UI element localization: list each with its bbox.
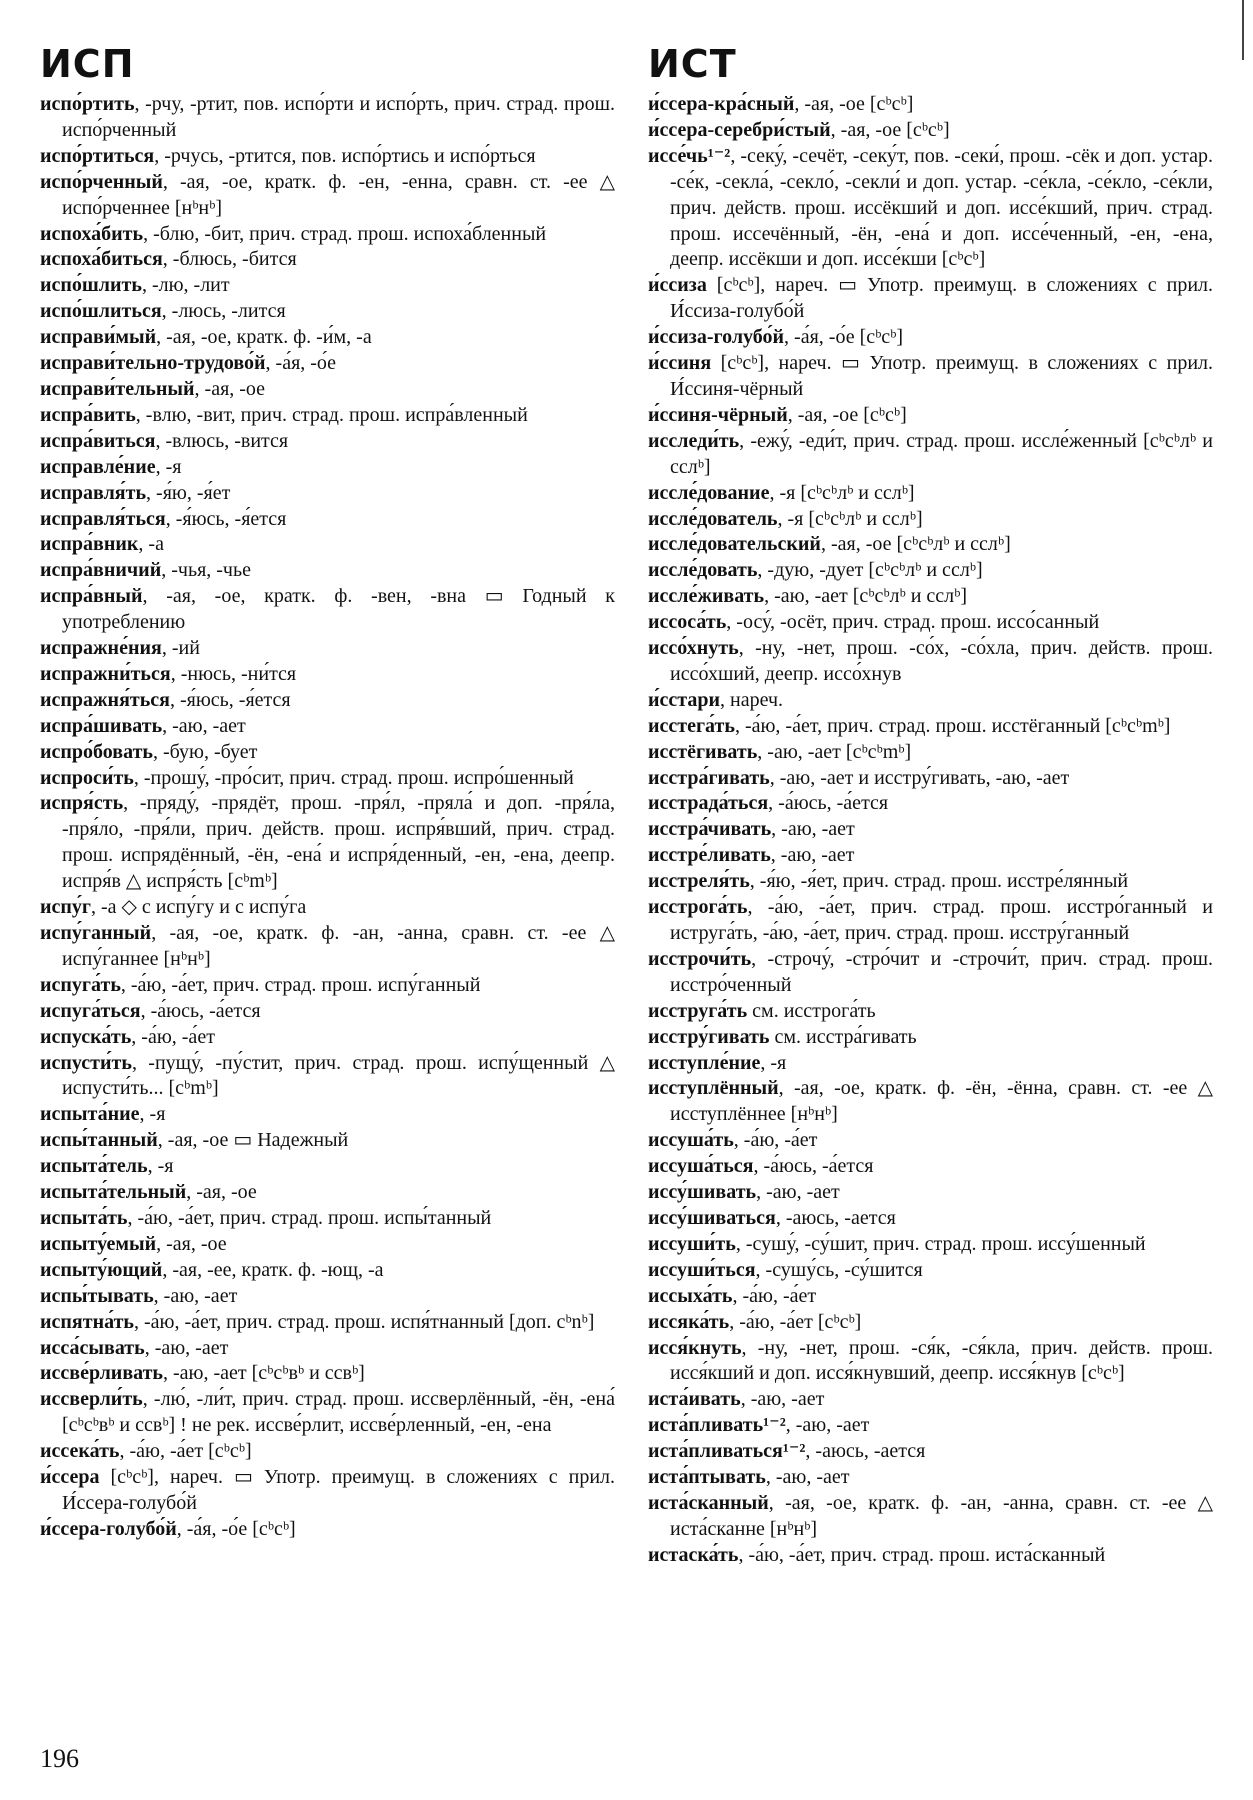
entry-headword: исстёгивать xyxy=(648,740,758,763)
entry-definition: , -влю, -вит, прич. страд. прош. испра́вленный xyxy=(135,403,528,426)
margin-mark xyxy=(1242,0,1244,60)
entry-definition: , -ая, -ое [cᵇcᵇ] xyxy=(830,118,950,141)
entry-headword: исстрочи́ть xyxy=(648,947,752,970)
entry-definition: , -а́ю, -а́ет, прич. страд. прош. испу́ганный xyxy=(120,973,481,996)
dictionary-entry xyxy=(648,558,1213,584)
entry-definition: , -я xyxy=(139,1103,166,1126)
dictionary-entry xyxy=(648,144,1213,274)
entry-definition: , -ежу́, -еди́т, прич. страд. прош. иссле́женный [cᵇcᵇлᵇ и cслᵇ] xyxy=(670,429,1213,478)
entry-headword: испуска́ть xyxy=(40,1025,132,1048)
entry-definition: , -а́я, -о́е xyxy=(265,352,337,375)
entry-headword: и́ссера-серебри́стый xyxy=(648,118,831,141)
entry-definition: , -а́ю, -а́ет xyxy=(131,1025,215,1048)
entry-headword: исструга́ть xyxy=(648,999,748,1022)
dictionary-entry xyxy=(648,610,1213,636)
entry-headword: иссыха́ть xyxy=(648,1284,733,1307)
dictionary-entry xyxy=(648,1154,1213,1180)
entry-headword: испу́г xyxy=(40,896,92,919)
dictionary-entry xyxy=(648,999,1213,1025)
entry-headword: и́ссера-голубо́й xyxy=(40,1517,177,1540)
dictionary-entry xyxy=(648,817,1213,843)
entry-definition: см. исстрога́ть xyxy=(747,999,876,1022)
dictionary-entry xyxy=(648,351,1213,403)
right-running-header: ИСТ xyxy=(648,42,737,86)
entry-headword: иссуша́ться xyxy=(648,1155,754,1178)
entry-headword: испятна́ть xyxy=(40,1310,134,1333)
entry-headword: и́ссиня-чёрный xyxy=(648,403,788,426)
dictionary-entry xyxy=(40,507,615,533)
entry-headword: исправле́ние xyxy=(40,455,156,478)
dictionary-entry xyxy=(40,1465,615,1517)
dictionary-entry xyxy=(40,999,615,1025)
entry-headword: испроси́ть xyxy=(40,766,134,789)
dictionary-entry xyxy=(40,351,615,377)
entry-headword: и́ссиза-голубо́й xyxy=(648,326,785,349)
entry-headword: иссо́хнуть xyxy=(648,637,739,660)
entry-headword: исправи́мый xyxy=(40,326,157,349)
entry-definition: , -строчу́, -стро́чит и -строчи́т, прич. страд. прош. исстро́ченный xyxy=(670,947,1213,996)
entry-definition: , -ая, -ое ▭ Надежный xyxy=(157,1129,349,1152)
entry-headword: и́сстари xyxy=(648,688,720,711)
entry-definition: , -я́ю, -я́ет xyxy=(146,481,231,504)
entry-definition: [cᵇcᵇ], нареч. ▭ Употр. преимущ. в сложениях с прил. И́ссера-голубо́й xyxy=(62,1466,615,1514)
entry-headword: испыту́ющий xyxy=(40,1258,163,1281)
dictionary-entry xyxy=(40,273,615,299)
dictionary-entry xyxy=(648,532,1213,558)
dictionary-entry xyxy=(648,429,1213,481)
entry-headword: испражне́ния xyxy=(40,637,162,660)
dictionary-entry xyxy=(648,895,1213,947)
entry-definition: , -ая, -ое, кратк. ф. -вен, -вна ▭ Годный к употреблению xyxy=(62,585,615,634)
entry-headword: иста́птывать xyxy=(648,1466,766,1489)
left-running-header: ИСП xyxy=(40,42,135,86)
entry-definition: , -аю, -ает xyxy=(785,1414,870,1437)
dictionary-entry xyxy=(40,170,615,222)
entry-headword: испро́бовать xyxy=(40,740,153,763)
entry-headword: иссле́живать xyxy=(648,585,765,608)
dictionary-entry xyxy=(40,636,615,662)
entry-headword: иссуша́ть xyxy=(648,1129,734,1152)
dictionary-entry xyxy=(648,1076,1213,1128)
entry-headword: иста́пливаться¹⁻² xyxy=(648,1440,806,1463)
dictionary-entry xyxy=(648,1439,1213,1465)
dictionary-entry xyxy=(40,584,615,636)
dictionary-entry xyxy=(648,118,1213,144)
entry-definition: , -аюсь, -ается xyxy=(775,1206,896,1229)
dictionary-entry xyxy=(648,1128,1213,1154)
entry-definition: , -я [cᵇcᵇлᵇ и cслᵇ] xyxy=(769,481,915,504)
entry-definition: , -я xyxy=(155,455,182,478)
dictionary-entry xyxy=(40,1310,615,1336)
left-column xyxy=(40,36,615,1543)
dictionary-entry xyxy=(648,92,1213,118)
entry-definition: , -пущу́, -пу́стит, прич. страд. прош. испу́щенный △ испусти́ть... [cᵇmᵇ] xyxy=(62,1051,615,1100)
entry-definition: , -ий xyxy=(161,637,200,660)
entry-definition: , -люсь, -лится xyxy=(161,300,286,323)
entry-definition: , -аю, -ает xyxy=(162,714,246,737)
dictionary-entry xyxy=(648,714,1213,740)
entry-headword: испра́виться xyxy=(40,429,156,452)
entry-definition: , -а xyxy=(138,533,164,556)
entry-headword: иссяка́ть xyxy=(648,1310,730,1333)
entry-headword: испы́танный xyxy=(40,1129,158,1152)
right-entry-list xyxy=(648,92,1213,1569)
entry-headword: и́ссиня xyxy=(648,352,712,375)
dictionary-entry xyxy=(40,377,615,403)
entry-definition: , -аю, -ает xyxy=(771,818,855,841)
dictionary-entry xyxy=(648,1387,1213,1413)
entry-definition: , -аю, -ает и исстру́гивать, -аю, -ает xyxy=(769,766,1070,789)
entry-headword: иссверли́ть xyxy=(40,1388,143,1411)
entry-definition: , -а́ю, -а́ет [cᵇcᵇ] xyxy=(729,1310,862,1333)
dictionary-entry xyxy=(648,1051,1213,1077)
entry-headword: исстрога́ть xyxy=(648,896,748,919)
dictionary-entry xyxy=(40,144,615,170)
entry-definition: , -рчу, -ртит, пов. испо́рти и испо́рть, прич. страд. прош. испо́рченный xyxy=(62,93,615,141)
entry-headword: исправля́ть xyxy=(40,481,147,504)
entry-definition: , -нюсь, -ни́тся xyxy=(170,662,297,685)
entry-definition: , -аю, -ает [cᵇcᵇлᵇ и cслᵇ] xyxy=(764,585,967,608)
entry-headword: испоха́бить xyxy=(40,222,144,245)
dictionary-entry xyxy=(40,1206,615,1232)
entry-definition: , -прошу́, -про́сит, прич. страд. прош. испро́шенный xyxy=(133,766,574,789)
dictionary-entry xyxy=(40,688,615,714)
dictionary-entry xyxy=(40,403,615,429)
dictionary-entry xyxy=(40,1025,615,1051)
dictionary-entry xyxy=(648,636,1213,688)
entry-definition: , -ая, -ое xyxy=(194,377,266,400)
dictionary-entry xyxy=(40,1154,615,1180)
entry-headword: испря́сть xyxy=(40,792,124,815)
entry-definition: , -ая, -ое [cᵇcᵇ] xyxy=(794,93,914,115)
dictionary-entry xyxy=(40,1258,615,1284)
entry-definition: [cᵇcᵇ], нареч. ▭ Употр. преимущ. в сложениях с прил. И́ссиня-чёрный xyxy=(670,352,1213,400)
dictionary-entry xyxy=(648,947,1213,999)
entry-definition: , -а́я, -о́е [cᵇcᵇ] xyxy=(784,326,904,349)
entry-headword: исстру́гивать xyxy=(648,1025,770,1048)
entry-headword: исстра́чивать xyxy=(648,818,772,841)
dictionary-entry xyxy=(648,1206,1213,1232)
entry-definition: , -а́ю, -а́ет, прич. страд. прош. исстро́ганный и иструга́ть, -а́ю, -а́ет, прич. страд. прош. исстру́ганный xyxy=(670,896,1213,944)
entry-headword: иссека́ть xyxy=(40,1440,120,1463)
entry-headword: иссле́дователь xyxy=(648,507,778,530)
entry-headword: испра́вный xyxy=(40,585,143,608)
entry-definition: , -я xyxy=(760,1051,787,1074)
entry-headword: испыта́ть xyxy=(40,1206,128,1229)
entry-headword: исправи́тельно-трудово́й xyxy=(40,352,266,375)
entry-definition: , -влюсь, -вится xyxy=(155,429,289,452)
dictionary-entry xyxy=(648,843,1213,869)
entry-definition: , -блю, -бит, прич. страд. прош. испоха́бленный xyxy=(143,222,547,245)
dictionary-entry xyxy=(648,1284,1213,1310)
dictionary-entry xyxy=(40,1180,615,1206)
entry-definition: , -пряду́, -прядёт, прош. -пря́л, -пряла́ и доп. -пря́ла, -пря́ло, -пря́ли, прич. действ. прош. испря́вший, прич. страд. прош. испрядённый, -ён, -ена́ и испря́денный, -ен, -ена, деепр. испря́в △ испря́сть [cᵇmᵇ] xyxy=(62,792,615,893)
entry-definition: , -дую, -дует [cᵇcᵇлᵇ и cслᵇ] xyxy=(757,559,983,582)
dictionary-entry xyxy=(648,273,1213,325)
entry-headword: испу́ганный xyxy=(40,922,152,944)
dictionary-entry xyxy=(40,481,615,507)
dictionary-entry xyxy=(40,1336,615,1362)
entry-definition: , -лю, -лит xyxy=(141,274,230,297)
entry-definition: , -ну, -нет, прош. -со́х, -со́хла, прич. действ. прош. иссо́хший, деепр. иссо́хнув xyxy=(670,637,1213,685)
entry-headword: исступле́ние xyxy=(648,1051,761,1074)
dictionary-entry xyxy=(648,1310,1213,1336)
dictionary-entry xyxy=(648,688,1213,714)
entry-headword: испо́ртиться xyxy=(40,144,155,167)
entry-headword: иссоса́ть xyxy=(648,611,727,634)
entry-definition: , -ая, -ое [cᵇcᵇ] xyxy=(787,403,907,426)
entry-definition: , -а́ю, -а́ет, прич. страд. прош. иста́сканный xyxy=(738,1543,1106,1566)
entry-headword: исступлённый xyxy=(648,1077,779,1100)
dictionary-entry xyxy=(40,1051,615,1103)
entry-headword: и́ссиза xyxy=(648,274,707,297)
entry-headword: иссве́рливать xyxy=(40,1362,164,1385)
entry-headword: испра́вить xyxy=(40,403,136,426)
dictionary-entry xyxy=(40,895,615,921)
entry-definition: , -сушу́, -су́шит, прич. страд. прош. иссу́шенный xyxy=(735,1232,1146,1255)
entry-definition: , -секу́, -сечёт, -секу́т, пов. -секи́, прош. -сёк и доп. устар. -се́к, -секла́, -секло́, -секли́ и доп. устар. -се́кла, -се́кло, -се́кли, прич. действ. прош. иссёкший и доп. иссе́кший, прич. страд. прош. иссечённый, -ён, -ена́ и доп. иссе́ченный, -ен, -ена, деепр. иссёкши и доп. иссе́кши [cᵇcᵇ] xyxy=(670,144,1213,271)
entry-headword: испы́тывать xyxy=(40,1284,154,1307)
dictionary-entry xyxy=(648,481,1213,507)
dictionary-entry xyxy=(648,740,1213,766)
entry-definition: , -сушу́сь, -су́шится xyxy=(755,1258,923,1281)
entry-definition: , -лю́, -ли́т, прич. страд. прош. иссверлённый, -ён, -ена́ [cᵇcᵇвᵇ и ссвᵇ] ! не рек. иссве́рлит, иссве́рленный, -ен, -ена xyxy=(62,1388,615,1437)
entry-definition: , -а ◇ с испу́гу и с испу́га xyxy=(91,896,307,919)
dictionary-entry xyxy=(648,1180,1213,1206)
dictionary-entry xyxy=(40,532,615,558)
entry-headword: иссуши́ться xyxy=(648,1258,756,1281)
entry-headword: иста́пливать¹⁻² xyxy=(648,1414,786,1437)
entry-headword: иссле́дование xyxy=(648,481,770,504)
dictionary-entry xyxy=(40,1102,615,1128)
entry-definition: , -аю, -ает [cᵇcᵇвᵇ и ссвᵇ] xyxy=(163,1362,365,1385)
entry-headword: испо́рченный xyxy=(40,170,163,193)
dictionary-entry xyxy=(40,92,615,144)
dictionary-entry xyxy=(40,1128,615,1154)
entry-headword: исстреля́ть xyxy=(648,870,750,893)
entry-headword: испоха́биться xyxy=(40,248,163,271)
entry-definition: , -аю, -ает xyxy=(153,1284,238,1307)
dictionary-entry xyxy=(40,325,615,351)
dictionary-entry xyxy=(40,766,615,792)
entry-headword: испо́ртить xyxy=(40,93,135,115)
entry-definition: , -ну, -нет, прош. -ся́к, -ся́кла, прич. действ. прош. исся́кший и доп. исся́кнувший, деепр. исся́кнув [cᵇcᵇ] xyxy=(670,1336,1213,1385)
entry-headword: испо́шлить xyxy=(40,274,142,297)
entry-definition: см. исстра́гивать xyxy=(769,1025,917,1048)
entry-definition: , -ая, -ое [cᵇcᵇлᵇ и cслᵇ] xyxy=(820,533,1011,556)
dictionary-entry xyxy=(648,791,1213,817)
entry-definition: , -а́ю, -а́ет [cᵇcᵇ] xyxy=(119,1440,252,1463)
entry-headword: иста́ивать xyxy=(648,1388,741,1411)
entry-definition: , -ая, -ое, кратк. ф. -ен, -енна, сравн. ст. -ее △ испо́рченнее [нᵇнᵇ] xyxy=(62,170,615,219)
entry-definition: , -а́ю, -а́ет, прич. страд. прош. испя́тнанный [доп. cᵇnᵇ] xyxy=(133,1310,595,1333)
dictionary-entry xyxy=(40,973,615,999)
entry-headword: испыта́ние xyxy=(40,1103,140,1126)
entry-definition: , -ая, -ое, кратк. ф. -ён, -ённа, сравн. ст. -ее △ исступлённее [нᵇнᵇ] xyxy=(670,1077,1213,1126)
entry-headword: исследи́ть xyxy=(648,429,740,452)
entry-headword: иссе́чь¹⁻² xyxy=(648,144,731,167)
entry-definition: [cᵇcᵇ], нареч. ▭ Употр. преимущ. в сложениях с прил. И́ссиза-голубо́й xyxy=(670,274,1213,323)
entry-definition: , -аю, -ает xyxy=(740,1388,825,1411)
entry-definition: , -ая, -ое xyxy=(156,1232,227,1255)
entry-headword: и́ссера-кра́сный xyxy=(648,93,795,115)
entry-headword: исправля́ться xyxy=(40,507,166,530)
entry-headword: испражня́ться xyxy=(40,688,170,711)
entry-headword: иссу́шивать xyxy=(648,1181,757,1204)
entry-definition: , -я́ю, -я́ет, прич. страд. прош. исстре́лянный xyxy=(749,870,1129,893)
entry-definition: , -аюсь, -ается xyxy=(805,1440,926,1463)
entry-definition: , -я xyxy=(147,1155,174,1178)
entry-definition: , -я́юсь, -я́ется xyxy=(170,688,291,711)
entry-definition: , -а́ю, -а́ет xyxy=(733,1129,818,1152)
entry-headword: испыту́емый xyxy=(40,1232,157,1255)
dictionary-entry xyxy=(648,507,1213,533)
entry-headword: испуга́ться xyxy=(40,999,141,1022)
page-number: 196 xyxy=(40,1744,79,1773)
entry-headword: иссле́довательский xyxy=(648,533,821,556)
dictionary-entry xyxy=(40,558,615,584)
entry-headword: исся́кнуть xyxy=(648,1336,742,1359)
entry-definition: , -осу́, -осёт, прич. страд. прош. иссо́санный xyxy=(726,611,1100,634)
entry-headword: испыта́тельный xyxy=(40,1181,187,1204)
dictionary-entry xyxy=(40,247,615,273)
entry-definition: , -аю, -ает xyxy=(770,844,855,867)
entry-definition: , нареч. xyxy=(720,688,784,711)
entry-definition: , -ая, -ее, кратк. ф. -ющ, -а xyxy=(162,1258,384,1281)
entry-headword: исправи́тельный xyxy=(40,377,195,400)
entry-headword: испыта́тель xyxy=(40,1155,148,1178)
dictionary-entry xyxy=(648,1232,1213,1258)
entry-headword: исстега́ть xyxy=(648,714,735,737)
dictionary-entry xyxy=(40,1517,615,1543)
entry-definition: , -я [cᵇcᵇлᵇ и cслᵇ] xyxy=(777,507,923,530)
entry-headword: и́ссера xyxy=(40,1466,100,1489)
entry-headword: исстре́ливать xyxy=(648,844,771,867)
dictionary-entry xyxy=(40,455,615,481)
entry-headword: исса́сывать xyxy=(40,1336,145,1359)
entry-headword: иссу́шиваться xyxy=(648,1206,776,1229)
dictionary-entry xyxy=(40,299,615,325)
entry-headword: иссуши́ть xyxy=(648,1232,736,1255)
entry-definition: , -а́юсь, -а́ется xyxy=(768,792,889,815)
entry-headword: истаска́ть xyxy=(648,1543,739,1566)
entry-definition: , -ая, -ое, кратк. ф. -ан, -анна, сравн. ст. -ее △ испу́ганнее [нᵇнᵇ] xyxy=(62,922,615,970)
entry-definition: , -аю, -ает xyxy=(756,1181,840,1204)
entry-headword: испо́шлиться xyxy=(40,300,162,323)
dictionary-entry xyxy=(40,1361,615,1387)
entry-definition: , -а́ю, -а́ет, прич. страд. прош. испы́танный xyxy=(127,1206,492,1229)
entry-headword: испуга́ть xyxy=(40,973,121,996)
dictionary-entry xyxy=(40,791,615,895)
dictionary-entry xyxy=(648,766,1213,792)
dictionary-entry xyxy=(648,1491,1213,1543)
left-entry-list xyxy=(40,92,615,1543)
entry-headword: исстрада́ться xyxy=(648,792,769,815)
entry-headword: исстра́гивать xyxy=(648,766,770,789)
entry-headword: иста́сканный xyxy=(648,1491,769,1514)
dictionary-entry xyxy=(40,1387,615,1439)
entry-headword: иссле́довать xyxy=(648,559,758,582)
dictionary-entry xyxy=(648,1258,1213,1284)
dictionary-entry xyxy=(648,584,1213,610)
entry-definition: , -блюсь, -бится xyxy=(162,248,297,271)
dictionary-entry xyxy=(648,403,1213,429)
entry-definition: , -чья, -чье xyxy=(161,559,251,582)
entry-definition: , -а́я, -о́е [cᵇcᵇ] xyxy=(176,1517,296,1540)
entry-definition: , -рчусь, -ртится, пов. испо́ртись и испо́рться xyxy=(154,144,536,167)
entry-headword: испра́вничий xyxy=(40,559,162,582)
dictionary-entry xyxy=(40,662,615,688)
entry-headword: испражни́ться xyxy=(40,662,171,685)
entry-definition: , -ая, -ое, кратк. ф. -и́м, -а xyxy=(156,326,372,349)
entry-definition: , -аю, -ает [cᵇcᵇmᵇ] xyxy=(757,740,912,763)
dictionary-entry xyxy=(648,325,1213,351)
dictionary-entry xyxy=(648,1336,1213,1388)
dictionary-entry xyxy=(648,869,1213,895)
dictionary-entry xyxy=(40,714,615,740)
dictionary-entry xyxy=(40,740,615,766)
entry-definition: , -я́юсь, -я́ется xyxy=(165,507,287,530)
dictionary-entry xyxy=(40,921,615,973)
entry-definition: , -а́ю, -а́ет, прич. страд. прош. исстёганный [cᵇcᵇmᵇ] xyxy=(734,714,1171,737)
dictionary-entry xyxy=(40,1232,615,1258)
entry-headword: испра́вник xyxy=(40,533,139,556)
entry-definition: , -бую, -бует xyxy=(152,740,258,763)
dictionary-entry xyxy=(648,1025,1213,1051)
entry-definition: , -аю, -ает xyxy=(144,1336,229,1359)
entry-headword: испусти́ть xyxy=(40,1051,132,1074)
dictionary-entry xyxy=(648,1413,1213,1439)
entry-headword: испра́шивать xyxy=(40,714,163,737)
entry-definition: , -а́ю, -а́ет xyxy=(732,1284,817,1307)
dictionary-entry xyxy=(40,1284,615,1310)
entry-definition: , -а́юсь, -а́ется xyxy=(140,999,261,1022)
dictionary-entry xyxy=(648,1465,1213,1491)
right-column xyxy=(648,36,1213,1569)
entry-definition: , -а́юсь, -а́ется xyxy=(753,1155,874,1178)
dictionary-entry xyxy=(40,1439,615,1465)
dictionary-entry xyxy=(40,222,615,248)
entry-definition: , -ая, -ое, кратк. ф. -ан, -анна, сравн. ст. -ее △ иста́сканне [нᵇнᵇ] xyxy=(670,1491,1213,1540)
dictionary-entry xyxy=(40,429,615,455)
entry-definition: , -аю, -ает xyxy=(765,1466,850,1489)
dictionary-entry xyxy=(648,1543,1213,1569)
entry-definition: , -ая, -ое xyxy=(186,1181,257,1204)
